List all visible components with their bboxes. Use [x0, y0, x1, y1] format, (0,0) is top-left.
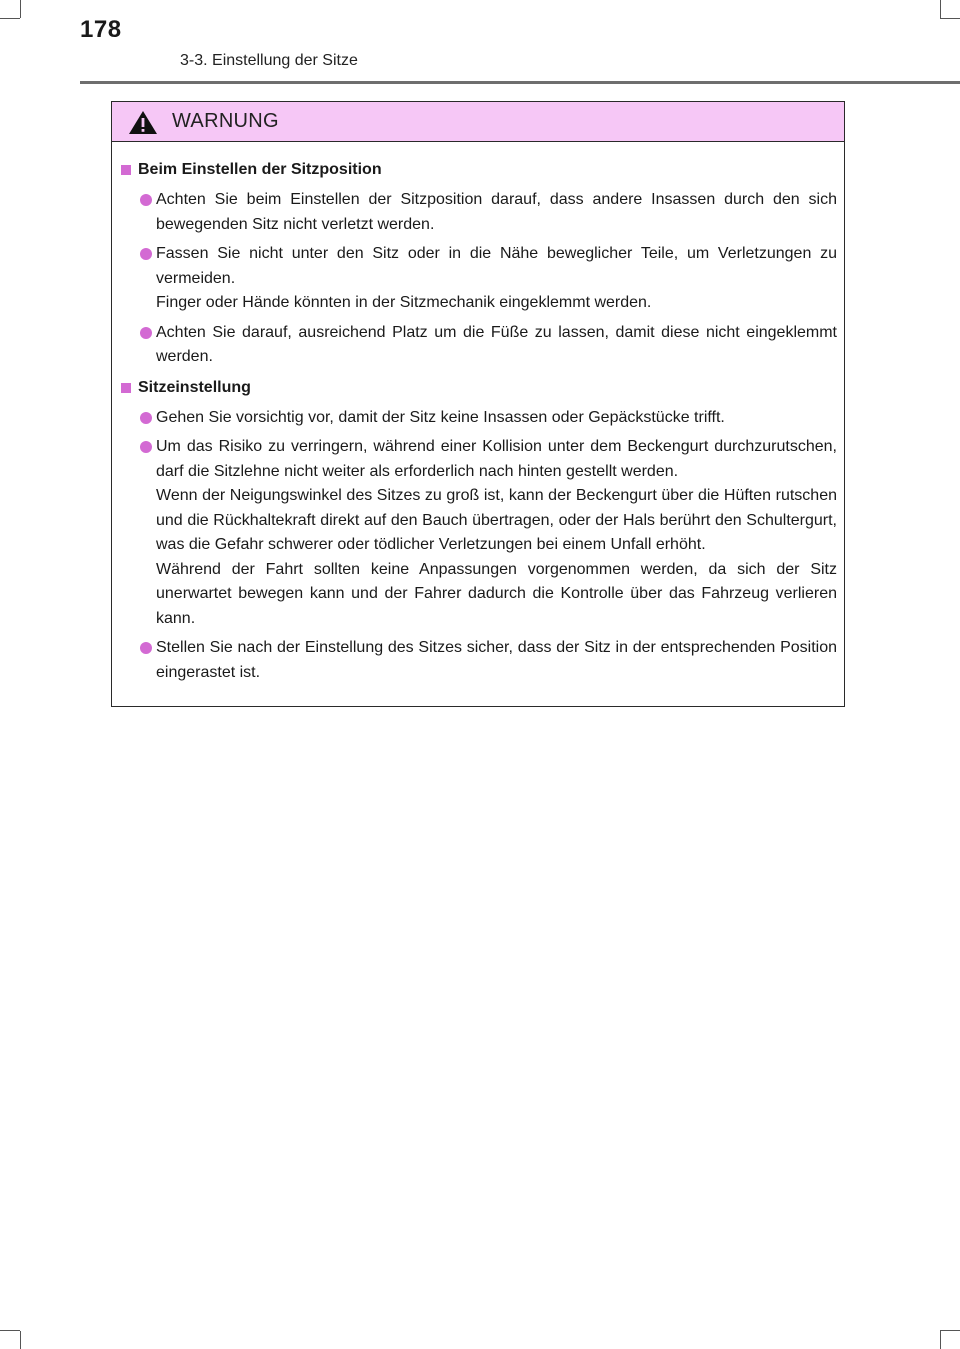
- crop-mark: [20, 0, 21, 18]
- section-heading-text: Beim Einstellen der Sitzposition: [138, 161, 382, 178]
- bullet-item: [121, 636, 837, 685]
- round-bullet-icon: [140, 441, 152, 453]
- crop-mark: [20, 1331, 21, 1349]
- bullet-text: Achten Sie darauf, ausreichend Platz um die Füße zu lassen, damit diese nicht eingeklemmt werden.: [156, 323, 837, 365]
- crop-mark: [0, 18, 20, 19]
- bullet-text: Achten Sie beim Einstellen der Sitzposition darauf, dass andere Insassen durch den sich bewegenden Sitz nicht verletzt werden.: [156, 191, 837, 233]
- bullet-item: [121, 188, 837, 237]
- crop-mark: [940, 1330, 960, 1331]
- header-divider: [80, 81, 960, 84]
- section-title: 3-3. Einstellung der Sitze: [180, 52, 358, 69]
- square-bullet-icon: [121, 165, 131, 175]
- crop-mark: [940, 18, 960, 19]
- bullet-text: Gehen Sie vorsichtig vor, damit der Sitz keine Insassen oder Gepäckstücke trifft.: [156, 408, 725, 426]
- bullet-item: [121, 321, 837, 370]
- square-bullet-icon: [121, 383, 131, 393]
- warning-title: WARNUNG: [172, 110, 279, 132]
- bullet-text: Während der Fahrt sollten keine Anpassungen vorgenommen werden, da sich der Sitz unerwartet bewegen kann und der Fahrer dadurch die Kontrolle über das Fahrzeug verlieren kann.: [156, 560, 837, 627]
- bullet-item: [121, 242, 837, 316]
- round-bullet-icon: [140, 248, 152, 260]
- section-heading: [121, 160, 837, 180]
- bullet-text: Wenn der Neigungswinkel des Sitzes zu groß ist, kann der Beckengurt über die Hüften rutschen und die Rückhaltekraft direkt auf den Bauch übertragen, oder der Hals berührt den Schultergurt, was die Gefahr schwerer oder tödlicher Verletzungen bei einem Unfall erhöht.: [156, 487, 837, 553]
- warning-body: [112, 142, 844, 706]
- round-bullet-icon: [140, 642, 152, 654]
- warning-triangle-icon: [128, 110, 158, 135]
- crop-mark: [940, 1331, 941, 1349]
- bullet-text: Finger oder Hände könnten in der Sitzmechanik eingeklemmt werden.: [156, 294, 652, 311]
- bullet-text: Stellen Sie nach der Einstellung des Sitzes sicher, dass der Sitz in der entsprechenden Position eingerastet ist.: [156, 639, 837, 681]
- page-number: 178: [80, 16, 122, 43]
- bullet-item: [121, 406, 837, 431]
- round-bullet-icon: [140, 194, 152, 206]
- warning-header: [112, 102, 844, 142]
- section-heading: [121, 378, 837, 398]
- crop-mark: [0, 1330, 20, 1331]
- round-bullet-icon: [140, 327, 152, 339]
- bullet-text: Um das Risiko zu verringern, während einer Kollision unter dem Beckengurt durchzurutschen, darf die Sitzlehne nicht weiter als erforderlich nach hinten gestellt werden.: [156, 438, 837, 480]
- round-bullet-icon: [140, 412, 152, 424]
- bullet-item: [121, 435, 837, 631]
- bullet-text: Fassen Sie nicht unter den Sitz oder in die Nähe beweglicher Teile, um Verletzungen zu vermeiden.: [156, 245, 837, 287]
- crop-mark: [940, 0, 941, 18]
- warning-box: [111, 101, 845, 707]
- section-heading-text: Sitzeinstellung: [138, 378, 251, 396]
